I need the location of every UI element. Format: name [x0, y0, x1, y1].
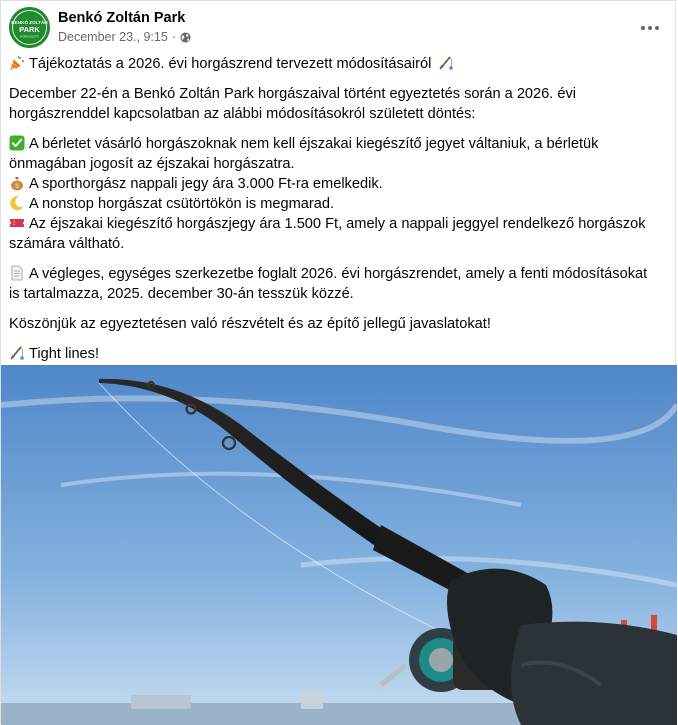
avatar-text-line2: PARK — [19, 25, 40, 34]
ticket-icon — [9, 215, 25, 231]
post-heading: Tájékoztatás a 2026. évi horgászrend tervezett módosításairól — [29, 56, 432, 72]
avatar-text-line1: BENKÓ ZOLTÁN — [11, 20, 48, 25]
meta-separator: · — [171, 30, 176, 44]
item-1-line-2: önmagában jogosít az éjszakai horgászatra. — [9, 156, 295, 172]
globe-icon[interactable] — [180, 32, 191, 43]
fishing-pole-icon — [9, 345, 25, 361]
item-3 — [9, 194, 665, 214]
post-header — [9, 7, 675, 51]
final-text: A végleges, egységes szerkezetbe foglalt 2026. évi horgászrendet, amely a fenti módosításokat — [29, 266, 648, 282]
signoff-line — [9, 344, 665, 364]
item-1-text: A bérletet vásárló horgászoknak nem kell éjszakai kiegészítő jegyet váltaniuk, a bérletük — [29, 136, 599, 152]
more-options-button[interactable] — [637, 15, 663, 41]
signoff-text: Tight lines! — [29, 346, 100, 362]
item-2-text: A sporthorgász nappali jegy ára 3.000 Ft-ra emelkedik. — [29, 176, 383, 192]
intro-line-2: horgászrenddel kapcsolatban az alábbi módosításokról született döntés: — [9, 106, 476, 122]
fishing-pole-icon — [438, 55, 454, 71]
item-4-line-1 — [9, 214, 665, 234]
item-4-line-2: számára váltható. — [9, 236, 125, 252]
thanks-line: Köszönjük az egyeztetésen való részvételt és az építő jellegű javaslatokat! — [9, 316, 491, 332]
item-3-text: A nonstop horgászat csütörtökön is megmarad. — [29, 196, 335, 212]
final-line-2: is tartalmazza, 2025. december 30-án tesszük közzé. — [9, 286, 354, 302]
page-avatar[interactable] — [9, 7, 50, 48]
post-photo-fishing-rod[interactable] — [1, 365, 677, 725]
post-heading-line — [9, 54, 665, 74]
item-2 — [9, 174, 665, 194]
svg-text:$: $ — [15, 183, 19, 190]
avatar-text-line3: HORGÁSZTÓ — [19, 34, 40, 39]
post-meta — [58, 30, 191, 44]
item-1-line-1 — [9, 134, 665, 154]
final-line-1 — [9, 264, 665, 284]
more-horizontal-icon — [640, 25, 660, 31]
post-timestamp[interactable]: December 23., 9:15 — [58, 30, 168, 44]
party-popper-icon — [9, 55, 25, 71]
crescent-moon-icon — [9, 195, 25, 211]
page-name[interactable]: Benkó Zoltán Park — [58, 10, 186, 26]
post-text — [9, 54, 665, 364]
check-mark-icon — [9, 135, 25, 151]
page-icon — [9, 265, 25, 281]
intro-line-1: December 22-én a Benkó Zoltán Park horgászaival történt egyeztetés során a 2026. évi — [9, 86, 577, 102]
money-bag-icon — [9, 175, 25, 191]
item-4-text: Az éjszakai kiegészítő horgászjegy ára 1.500 Ft, amely a nappali jeggyel rendelkező horgászok — [29, 216, 646, 232]
